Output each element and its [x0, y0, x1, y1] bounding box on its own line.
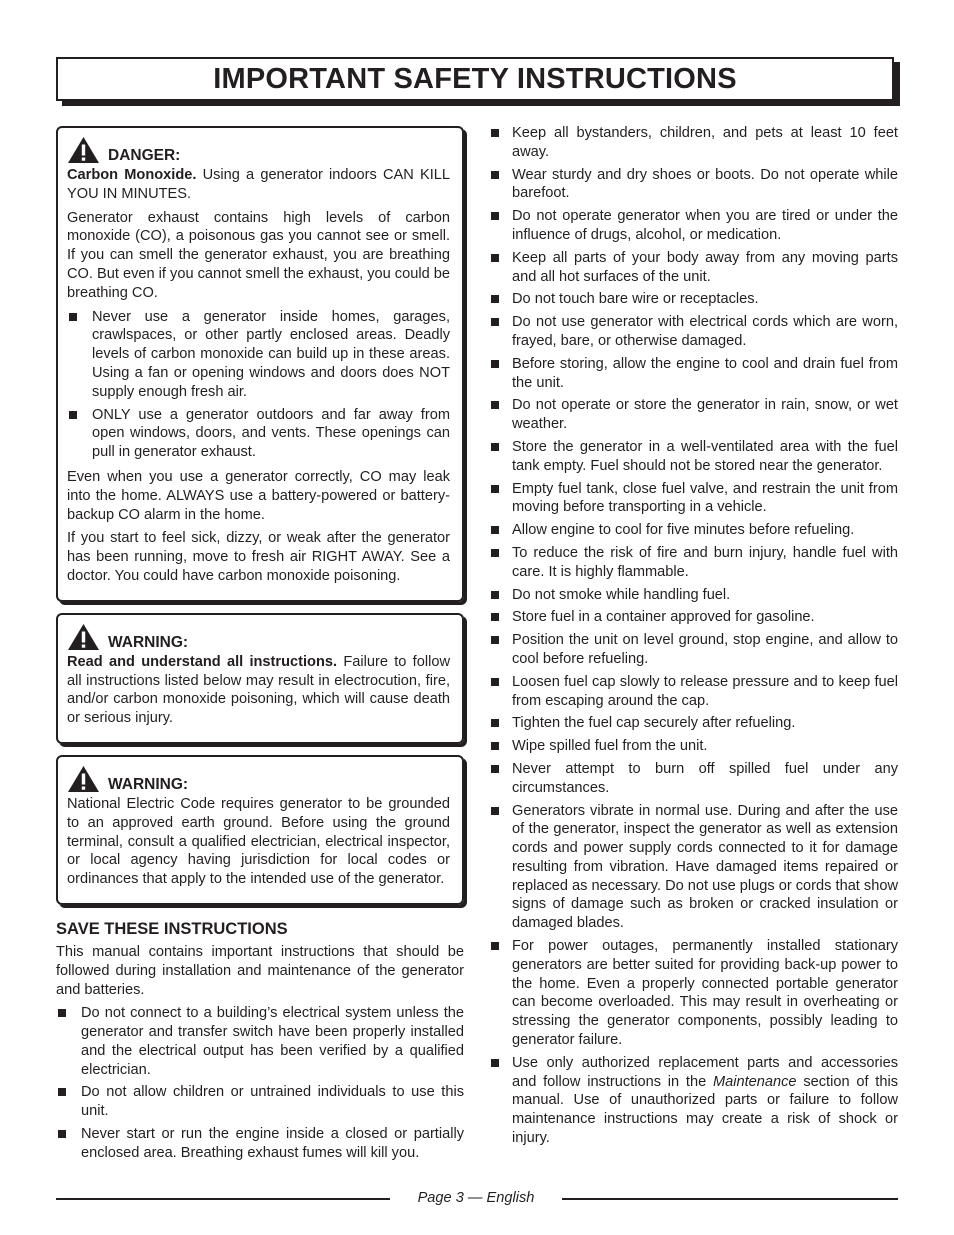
safety-bullet: Before storing, allow the engine to cool and drain fuel from the unit.	[490, 355, 898, 393]
left-column	[56, 126, 464, 1169]
danger-para-1: Generator exhaust contains high levels of carbon monoxide (CO), a poisonous gas you cannot see or smell. If you can smell the generator exhaust, you are breathing CO. But even if you cannot smell the exhaust, you could be breathing CO.	[67, 209, 450, 301]
safety-bullet: Do not touch bare wire or receptacles.	[490, 290, 898, 309]
footer-rule-left	[56, 1198, 390, 1200]
danger-bullet: ONLY use a generator outdoors and far away from open windows, doors, and vents. These openings can pull in generator exhaust.	[67, 406, 450, 462]
maintenance-text-after: section of this manual. Use of unauthorized parts or failure to follow maintenance instructions may create a risk of shock or injury.	[512, 1073, 898, 1147]
safety-bullet: Generators vibrate in normal use. During and after the use of the generator, inspect the generator as well as extension cords and power supply cords connected to it for damage resulting from vibration. Have damaged items repaired or replaced as necessary. Do not use plugs or cords that show signs of damage such as broken or cracked insulation or damaged blades.	[490, 802, 898, 934]
safety-bullet: Store the generator in a well-ventilated area with the fuel tank empty. Fuel should not be stored near the generator.	[490, 438, 898, 476]
warning-1-lead-text: Failure to follow all instructions listed below may result in electrocution, fire, and/or carbon monoxide poisoning, which will cause death or serious injury.	[67, 653, 450, 727]
warning-triangle-icon	[67, 765, 100, 793]
warning-heading: WARNING:	[108, 775, 189, 793]
safety-bullet: Tighten the fuel cap securely after refueling.	[490, 714, 898, 733]
danger-lead-text: Using a generator indoors CAN KILL YOU IN MINUTES.	[67, 167, 450, 202]
warning-header	[67, 629, 450, 651]
safety-bullet: Do not use generator with electrical cords which are worn, frayed, bare, or otherwise damaged.	[490, 313, 898, 351]
safety-bullet: Never attempt to burn off spilled fuel under any circumstances.	[490, 760, 898, 798]
safety-bullet: Allow engine to cool for five minutes before refueling.	[490, 521, 898, 540]
safety-bullet: Keep all parts of your body away from any moving parts and all hot surfaces of the unit.	[490, 249, 898, 287]
maintenance-section-ref: Maintenance	[712, 1073, 797, 1090]
warning-triangle-icon	[67, 136, 100, 164]
danger-lead	[67, 166, 450, 204]
danger-bullet-list	[67, 308, 450, 462]
danger-lead-bold: Carbon Monoxide.	[67, 167, 197, 183]
warning-box-instructions	[56, 613, 464, 744]
footer-rule-right	[562, 1198, 898, 1200]
maintenance-text-before: Use only authorized replacement parts and accessories and follow instructions in the	[512, 1054, 898, 1090]
save-bullet: Do not allow children or untrained individuals to use this unit.	[56, 1083, 464, 1121]
safety-bullet: To reduce the risk of fire and burn injury, handle fuel with care. It is highly flammable.	[490, 544, 898, 582]
danger-para-2: Even when you use a generator correctly, CO may leak into the home. ALWAYS use a battery-powered or battery-backup CO alarm in the home.	[67, 468, 450, 523]
safety-bullet: Empty fuel tank, close fuel valve, and restrain the unit from moving before transporting in a vehicle.	[490, 480, 898, 518]
safety-bullet: Wipe spilled fuel from the unit.	[490, 737, 898, 756]
safety-bullet: Keep all bystanders, children, and pets at least 10 feet away.	[490, 124, 898, 162]
warning-header	[67, 771, 450, 793]
page-number: Page 3 — English	[417, 1190, 535, 1206]
danger-header	[67, 142, 450, 164]
save-bullet: Do not connect to a building’s electrical system unless the generator and transfer switch have been properly installed and the electrical output has been verified by a qualified electrician.	[56, 1004, 464, 1079]
save-intro: This manual contains important instructions that should be followed during installation and maintenance of the generator and batteries.	[56, 943, 464, 998]
save-bullet: Never start or run the engine inside a closed or partially enclosed area. Breathing exhaust fumes will kill you.	[56, 1125, 464, 1163]
warning-box-grounding	[56, 755, 464, 905]
safety-bullet: Do not smoke while handling fuel.	[490, 586, 898, 605]
danger-box	[56, 126, 464, 602]
warning-heading: WARNING:	[108, 633, 189, 651]
page-title: IMPORTANT SAFETY INSTRUCTIONS	[213, 63, 737, 95]
safety-bullet: Do not operate generator when you are tired or under the influence of drugs, alcohol, or medication.	[490, 207, 898, 245]
warning-1-text	[67, 653, 450, 728]
save-instructions-heading: SAVE THESE INSTRUCTIONS	[56, 919, 288, 938]
danger-heading: DANGER:	[108, 147, 181, 164]
safety-bullet: For power outages, permanently installed stationary generators are better suited for providing back-up power to the home. Even a properly connected portable generator can become overloaded. This may result in overheating or stressing the generator components, possibly leading to generator failure.	[490, 937, 898, 1050]
warning-1-lead-bold: Read and understand all instructions.	[67, 653, 338, 670]
title-box	[56, 57, 894, 101]
save-bullet-list	[56, 1004, 464, 1162]
safety-bullet-maintenance	[490, 1054, 898, 1148]
page-footer	[56, 1188, 898, 1208]
right-bullet-list	[490, 124, 898, 1148]
right-column	[490, 124, 898, 1154]
warning-triangle-icon	[67, 623, 100, 651]
danger-bullet: Never use a generator inside homes, garages, crawlspaces, or other partly enclosed areas. Deadly levels of carbon monoxide can build up in these areas. Using a fan or opening windows and doors does NOT supply enough fresh air.	[67, 308, 450, 402]
safety-bullet: Store fuel in a container approved for gasoline.	[490, 608, 898, 627]
safety-bullet: Do not operate or store the generator in rain, snow, or wet weather.	[490, 396, 898, 434]
danger-para-3: If you start to feel sick, dizzy, or weak after the generator has been running, move to fresh air RIGHT AWAY. See a doctor. You could have carbon monoxide poisoning.	[67, 530, 450, 584]
safety-bullet: Position the unit on level ground, stop engine, and allow to cool before refueling.	[490, 631, 898, 669]
safety-bullet: Wear sturdy and dry shoes or boots. Do not operate while barefoot.	[490, 166, 898, 204]
safety-bullet: Loosen fuel cap slowly to release pressure and to keep fuel from escaping around the cap.	[490, 673, 898, 711]
warning-2-text: National Electric Code requires generator to be grounded to an approved earth ground. Before using the ground terminal, consult a qualified electrician, electrical inspector, or local agency having jurisdiction for local codes or ordinances that apply to the intended use of the generator.	[67, 795, 450, 888]
